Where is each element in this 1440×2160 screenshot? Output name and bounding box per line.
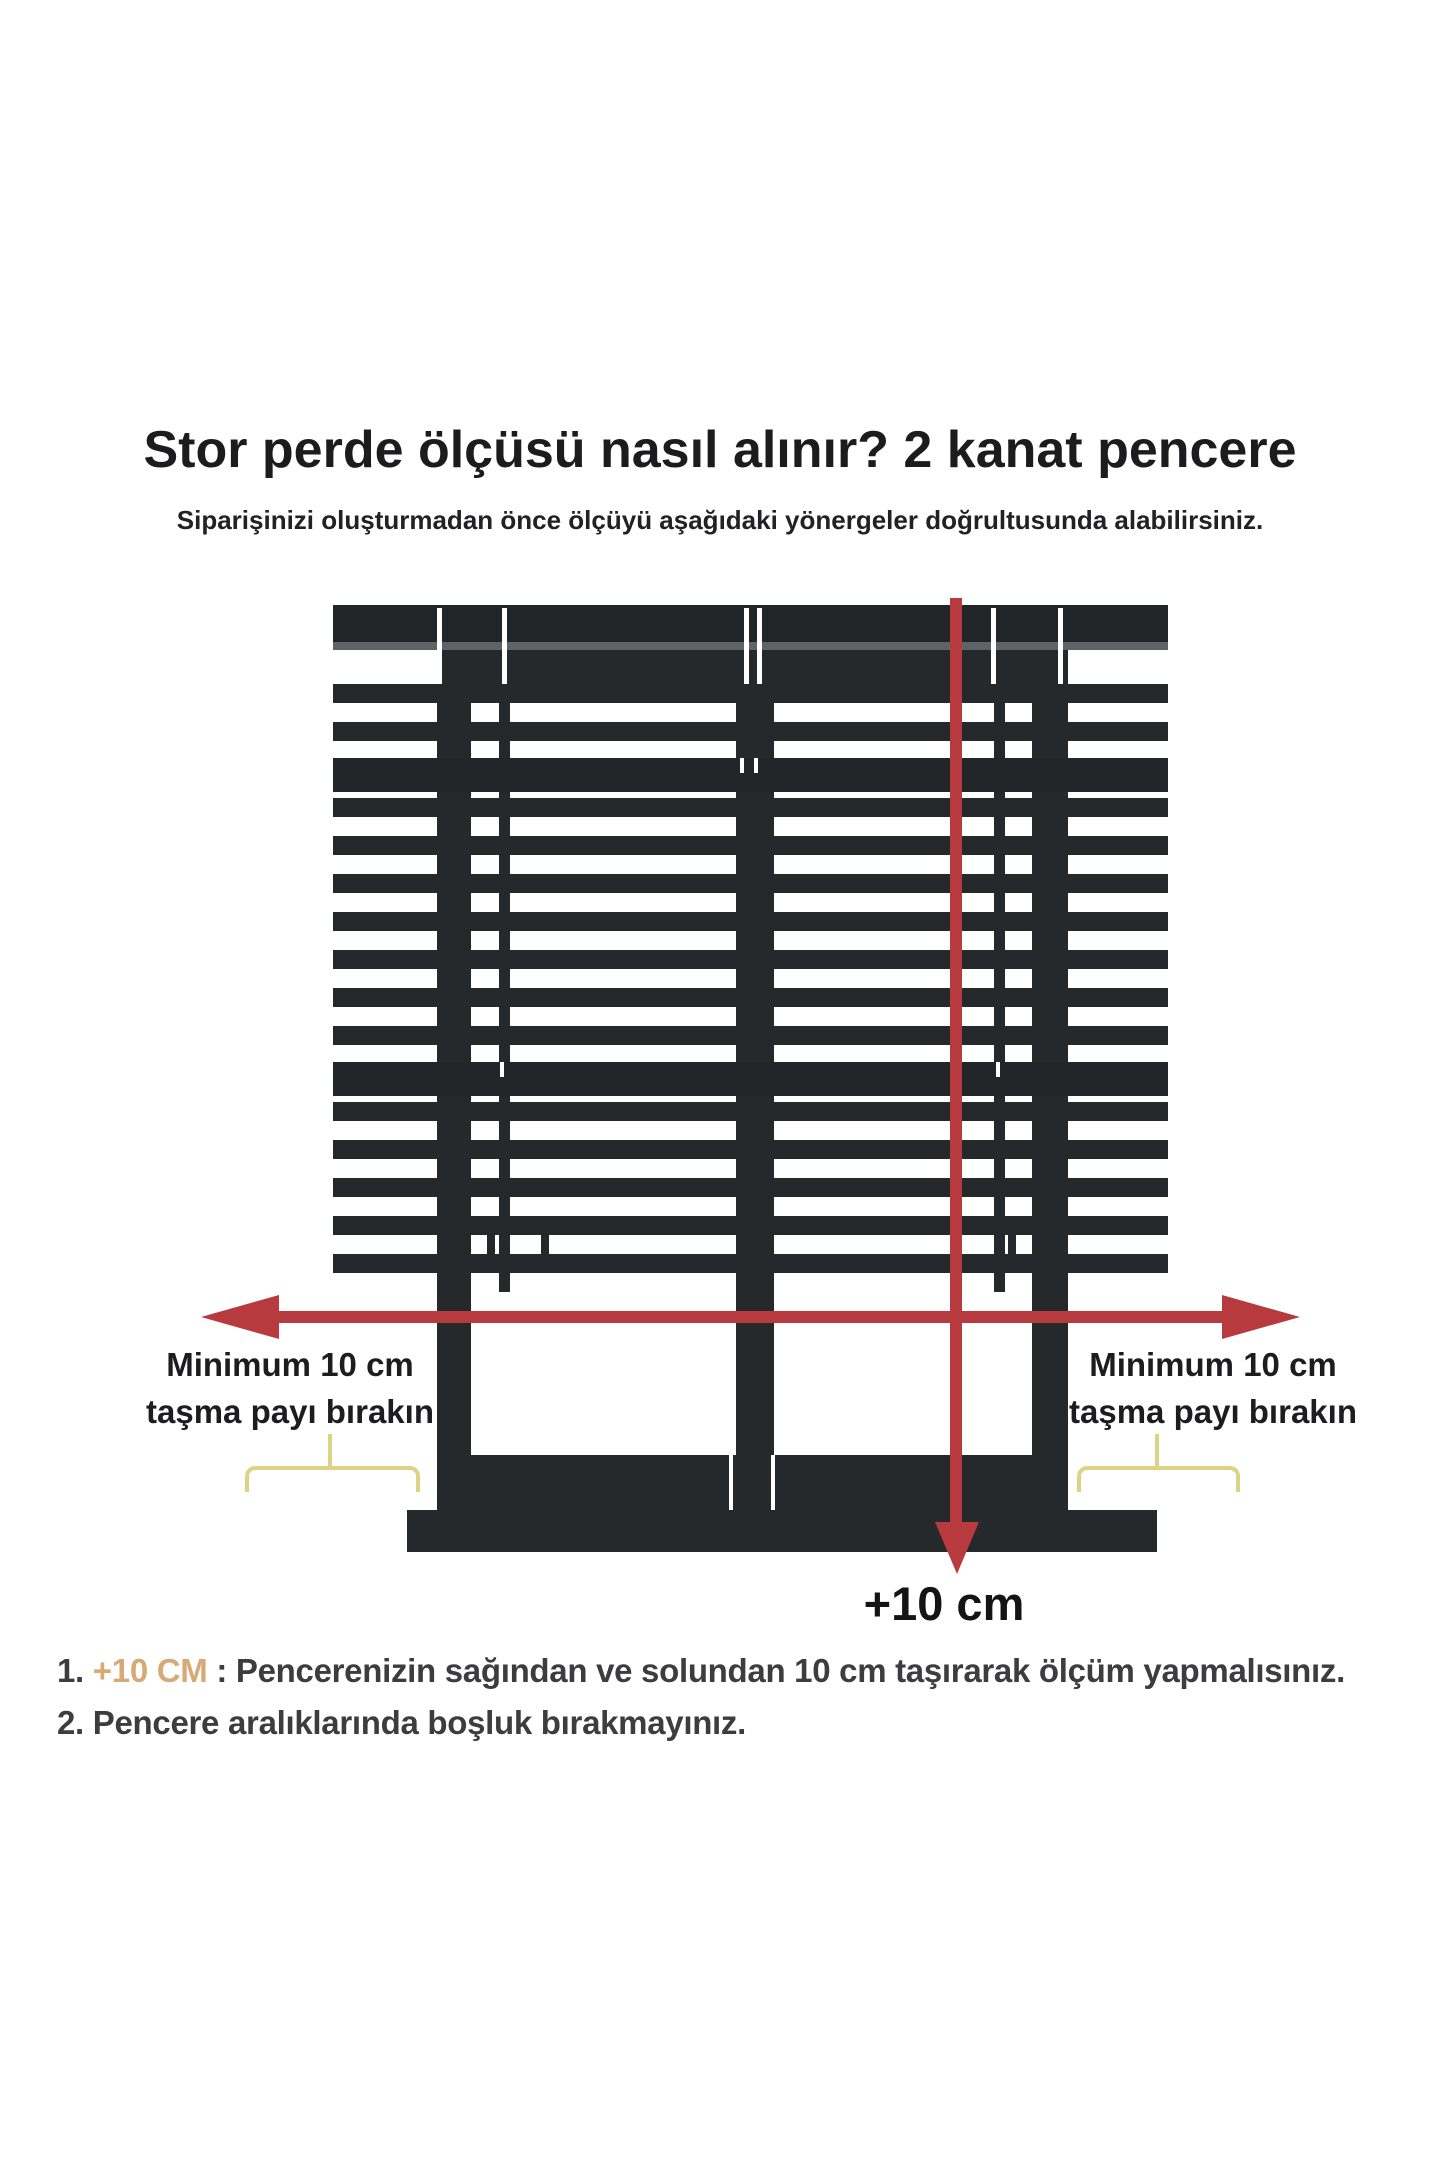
overhang-brace-left-stem <box>328 1434 332 1466</box>
height-measure-arrowhead-down <box>935 1522 979 1574</box>
blind-middle-rail-band <box>333 1062 1168 1096</box>
blind-headrail <box>333 605 1168 650</box>
hanger-strap-slot <box>744 608 749 684</box>
mullion-edge-line <box>771 1455 775 1510</box>
overhang-brace-right-stem <box>1155 1434 1159 1466</box>
hanger-strap-slot <box>437 608 442 684</box>
instruction-item-2: 2. Pencere aralıklarında boşluk bırakmayınız. <box>57 1704 746 1741</box>
cord-pull <box>541 1232 549 1258</box>
instruction-list <box>57 1645 1427 1749</box>
instruction-1-text: : Pencerenizin sağından ve solundan 10 cm taşırarak ölçüm yapmalısınız. <box>207 1652 1345 1689</box>
window-top-rail <box>441 650 1068 684</box>
height-extra-label: +10 cm <box>863 1577 1025 1630</box>
blind-upper-rail-band <box>333 758 1168 792</box>
instruction-1-number: 1. <box>57 1652 93 1689</box>
window-sill <box>407 1510 1157 1552</box>
overhang-label-right <box>1069 1341 1357 1435</box>
blind-headrail-lip <box>333 642 1168 650</box>
hanger-strap-slot <box>757 608 762 684</box>
strap-notch <box>500 1062 504 1077</box>
hanger-strap-slot <box>502 608 507 684</box>
overhang-brace-right <box>1077 1466 1240 1492</box>
strap-notch <box>996 1062 1000 1077</box>
overhang-label-right-line2: taşma payı bırakın <box>1069 1393 1357 1430</box>
width-measure-arrowhead-right <box>1222 1295 1300 1339</box>
hanger-strap-slot <box>1058 608 1063 684</box>
strap-notch <box>754 758 758 773</box>
overhang-label-right-line1: Minimum 10 cm <box>1089 1346 1337 1383</box>
cord-pull <box>487 1232 495 1258</box>
page-subtitle: Siparişinizi oluşturmadan önce ölçüyü aşağıdaki yönergeler doğrultusunda alabilirsiniz. <box>176 505 1264 535</box>
width-measure-arrowhead-left <box>201 1295 279 1339</box>
overhang-brace-left <box>245 1466 420 1492</box>
instruction-item-1 <box>57 1645 1427 1697</box>
cord-pull <box>1008 1232 1016 1258</box>
instruction-1-highlight: +10 CM <box>92 1652 208 1689</box>
hanger-strap-slot <box>991 608 996 684</box>
mullion-edge-line <box>729 1455 733 1510</box>
window-bottom-rail <box>437 1455 1068 1510</box>
height-measure-arrow-shaft <box>950 598 962 1530</box>
page-title: Stor perde ölçüsü nasıl alınır? 2 kanat pencere <box>143 421 1297 479</box>
overhang-label-left <box>146 1341 434 1435</box>
strap-notch <box>740 758 744 773</box>
overhang-label-left-line1: Minimum 10 cm <box>166 1346 414 1383</box>
overhang-label-left-line2: taşma payı bırakın <box>146 1393 434 1430</box>
width-measure-arrow-shaft <box>262 1311 1238 1323</box>
